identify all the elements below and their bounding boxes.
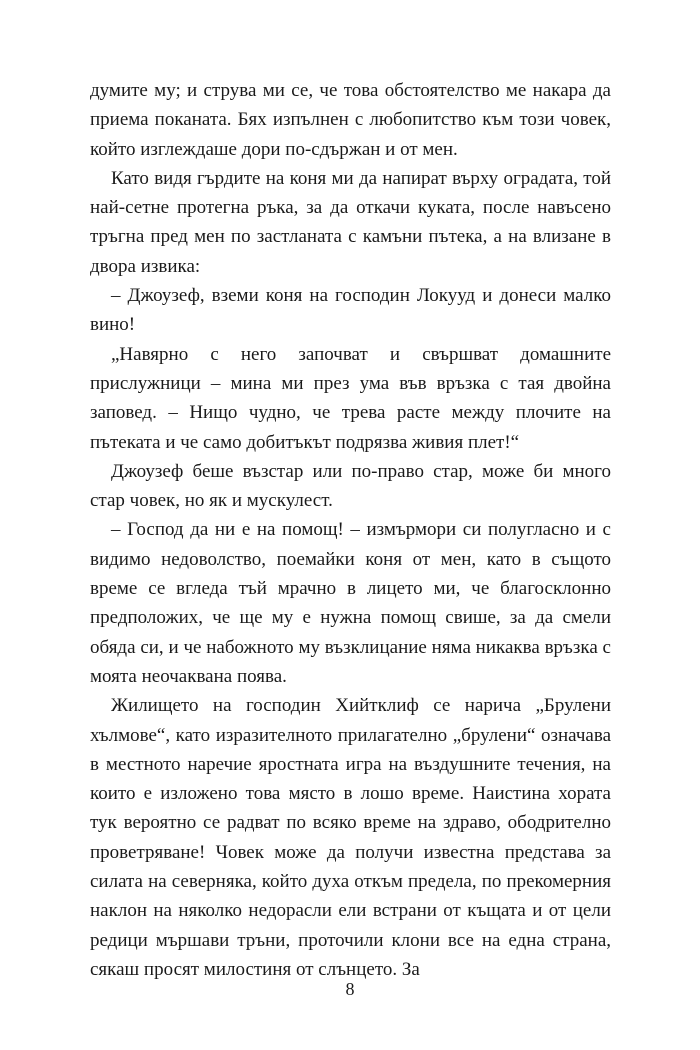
paragraph-4: „Навярно с него започват и свършват домашните прислужници – мина ми през ума във връзка с тая двойна заповед. – Нищо чудно, че трева расте между плочите на пътеката и че само добитъкът подрязва живия плет!“ [90,343,611,453]
paragraph-7: Жилището на господин Хийтклиф се нарича „Брулени хълмове“, като изразителното прилагателно „брулени“ означава в местното наречие яростната игра на въздушните течения, на които е изложено това място в лошо време. Наистина хората тук вероятно се радват по всяко време на здраво, ободрително проветряване! Човек може да получи известна представа за силата на северняка, който духа откъм предела, по прекомерния наклон на няколко недорасли ели встрани от къщата и от цели редици мършави тръни, проточили клони все на една страна, сякаш просят милостиня от слънцето. За [90,695,611,980]
page-number: 8 [345,979,355,999]
paragraph-1: думите му; и струва ми се, че това обстоятелство ме накара да приема поканата. Бях изпълнен с любопитство към този човек, който изглеждаше дори по-сдържан и от мен. [90,80,611,160]
paragraph-5: Джоузеф беше възстар или по-право стар, може би много стар човек, но як и мускулест. [90,460,611,512]
paragraph-3: – Джоузеф, вземи коня на господин Локууд и донеси малко вино! [90,285,611,336]
page-body [90,76,611,980]
paragraph-6: – Господ да ни е на помощ! – измърмори си полугласно и с видимо недоволство, поемайки коня от мен, като в същото време се вгледа тъй мрачно в лицето ми, че благосклонно предположих, че ще му е нужна помощ свише, за да смели обяда си, и че набожното му възклицание няма никаква връзка с моята неочаквана поява. [90,519,611,687]
paragraph-2: Като видя гърдите на коня ми да напират върху оградата, той най-сетне протегна ръка, за да откачи куката, после навъсено тръгна пред мен по застланата с камъни пътека, а на влизане в двора извика: [90,167,611,277]
